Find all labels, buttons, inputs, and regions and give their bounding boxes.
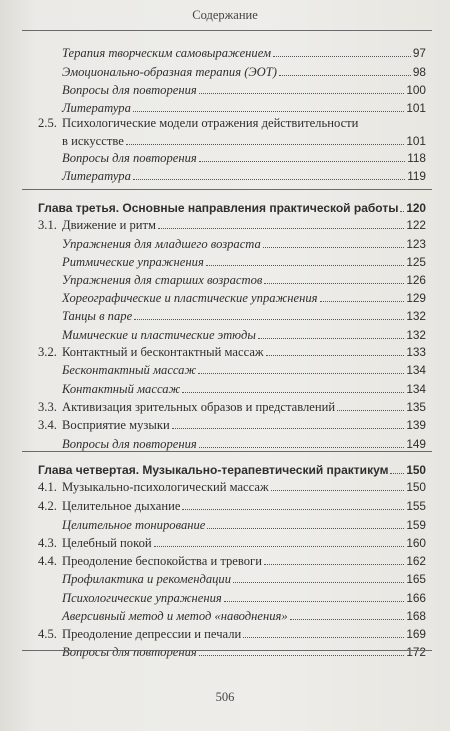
toc-entry-page: 118 — [407, 151, 426, 165]
dot-leader — [224, 590, 405, 602]
toc-entry — [0, 643, 450, 661]
toc-entry-page: 132 — [406, 328, 426, 342]
toc-entry-number: 3.4. — [38, 418, 57, 432]
dot-leader — [126, 133, 405, 145]
toc-entry — [0, 149, 450, 167]
header-rule — [22, 30, 432, 31]
toc-entry-page: 134 — [406, 382, 426, 396]
dot-leader — [172, 417, 405, 429]
dot-leader — [243, 626, 404, 638]
toc-entry-page: 120 — [406, 201, 426, 215]
toc-entry-label: Мимические и пластические этюды — [62, 328, 256, 342]
toc-entry-page: 133 — [406, 345, 426, 359]
toc-entry-page: 150 — [406, 480, 426, 494]
toc-entry — [0, 343, 450, 361]
toc-entry — [0, 216, 450, 234]
dot-leader — [158, 217, 404, 229]
toc-entry — [0, 607, 450, 625]
dot-leader — [271, 479, 405, 491]
toc-entry-label: Бесконтактный массаж — [62, 363, 197, 377]
section-rule — [22, 650, 432, 651]
toc-chapter-heading — [0, 461, 450, 479]
toc-entry-page: 122 — [406, 218, 426, 232]
toc-entry-label: Преодоление беспокойства и тревоги — [62, 554, 262, 568]
toc-entry-label: Контактный и бесконтактный массаж — [62, 345, 264, 359]
toc-entry-label: Ритмические упражнения — [62, 255, 204, 269]
toc-entry-label: Контактный массаж — [62, 382, 181, 396]
toc-entry-label: Танцы в паре — [62, 309, 133, 323]
toc-entry — [0, 63, 450, 81]
dot-leader — [206, 254, 405, 266]
toc-entry-page: 159 — [406, 518, 426, 532]
toc-entry — [0, 81, 450, 99]
dot-leader — [233, 571, 404, 583]
toc-entry-page: 125 — [406, 255, 426, 269]
dot-leader — [264, 272, 404, 284]
section-rule — [22, 451, 432, 452]
toc-entry-page: 98 — [412, 65, 426, 79]
toc-entry — [0, 289, 450, 307]
dot-leader — [182, 498, 404, 510]
dot-leader — [390, 462, 404, 474]
toc-entry-number: 3.3. — [38, 400, 57, 414]
toc-entry — [0, 307, 450, 325]
toc-entry — [0, 416, 450, 434]
toc-entry-label: Упражнения для младшего возраста — [62, 237, 261, 251]
toc-entry-label: Аверсивный метод и метод «наводнения» — [62, 609, 288, 623]
toc-entry — [0, 114, 450, 150]
toc-entry-label: Эмоционально-образная терапия (ЭОТ) — [62, 65, 277, 79]
toc-entry — [0, 478, 450, 496]
page-number: 506 — [215, 690, 235, 704]
toc-entry-page: 162 — [406, 554, 426, 568]
toc-entry-label: Вопросы для повторения — [62, 83, 197, 97]
toc-entry — [0, 326, 450, 344]
toc-entry-page: 126 — [406, 273, 426, 287]
dot-leader — [264, 553, 404, 565]
dot-leader — [207, 517, 404, 529]
dot-leader — [133, 100, 404, 112]
toc-entry-page: 139 — [406, 418, 426, 432]
toc-entry-page: 169 — [406, 627, 426, 641]
toc-entry-label: Преодоление депрессии и печали — [62, 627, 242, 641]
dot-leader — [263, 236, 404, 248]
toc-entry-label: Музыкально-психологический массаж — [62, 480, 269, 494]
toc-entry — [0, 253, 450, 271]
toc-entry-number: 4.3. — [38, 536, 57, 550]
toc-entry-page: 150 — [406, 463, 426, 477]
toc-entry-number: 4.4. — [38, 554, 57, 568]
toc-entry-number: 4.5. — [38, 627, 57, 641]
toc-entry — [0, 589, 450, 607]
toc-entry-label: Вопросы для повторения — [62, 151, 197, 165]
toc-entry-label: Упражнения для старших возрастов — [62, 273, 263, 287]
dot-leader — [258, 327, 404, 339]
toc-entry — [0, 271, 450, 289]
toc-entry-page: 160 — [406, 536, 426, 550]
toc-entry — [0, 398, 450, 416]
toc-entry-page: 97 — [412, 46, 426, 60]
toc-entry — [0, 497, 450, 515]
toc-entry-label: Целебный покой — [62, 536, 152, 550]
toc-entry — [0, 516, 450, 534]
toc-entry-page: 168 — [406, 609, 426, 623]
dot-leader — [266, 344, 405, 356]
toc-entry-label: Профилактика и рекомендации — [62, 572, 232, 586]
toc-entry-number: 4.2. — [38, 499, 57, 513]
toc-entry — [0, 44, 450, 62]
toc-entry — [0, 380, 450, 398]
toc-entry-page: 165 — [406, 572, 426, 586]
toc-entry — [0, 361, 450, 379]
toc-entry — [0, 534, 450, 552]
toc-entry-page: 134 — [406, 363, 426, 377]
dot-leader — [337, 399, 404, 411]
dot-leader — [273, 45, 411, 57]
dot-leader — [279, 64, 411, 76]
toc-entry — [0, 570, 450, 588]
toc-entry-page: 166 — [406, 591, 426, 605]
toc-chapter-heading — [0, 199, 450, 217]
toc-entry-label: Терапия творческим самовыражением — [62, 46, 272, 60]
toc-entry-page: 100 — [406, 83, 426, 97]
dot-leader — [290, 608, 405, 620]
toc-entry-label: в искусстве — [62, 134, 124, 148]
toc-entry-number: 3.2. — [38, 345, 57, 359]
dot-leader — [134, 308, 404, 320]
toc-entry-label: Вопросы для повторения — [62, 645, 197, 659]
toc-entry — [0, 167, 450, 185]
dot-leader — [400, 200, 404, 212]
toc-entry-number: 4.1. — [38, 480, 57, 494]
toc-entry-number: 2.5. — [38, 116, 57, 130]
toc-entry-page: 132 — [406, 309, 426, 323]
toc-entry-page: 172 — [406, 645, 426, 659]
dot-leader — [154, 535, 405, 547]
toc-entry — [0, 625, 450, 643]
dot-leader — [320, 290, 405, 302]
toc-entry-label: Вопросы для повторения — [62, 437, 197, 451]
toc-entry-page: 149 — [406, 437, 426, 451]
toc-entry-page: 119 — [407, 169, 426, 183]
toc-entry-label: Активизация зрительных образов и представлений — [62, 400, 336, 414]
dot-leader — [198, 362, 404, 374]
toc-entry-label-line1: Психологические модели отражения действительности — [62, 116, 359, 130]
toc-entry-page: 129 — [406, 291, 426, 305]
toc-entry-label: Психологические упражнения — [62, 591, 222, 605]
dot-leader — [199, 436, 405, 448]
dot-leader — [199, 82, 405, 94]
toc-entry-page: 155 — [406, 499, 426, 513]
toc-entry-label: Восприятие музыки — [62, 418, 170, 432]
toc-entry-label: Хореографические и пластические упражнения — [62, 291, 318, 305]
toc-entry-page: 101 — [406, 134, 426, 148]
toc-entry-number: 3.1. — [38, 218, 57, 232]
toc-entry-label: Глава третья. Основные направления практической работы — [38, 201, 399, 215]
toc-entry-label: Целительное тонирование — [62, 518, 206, 532]
toc-entry-label: Целительное дыхание — [62, 499, 181, 513]
toc-entry-label: Глава четвертая. Музыкально-терапевтический практикум — [38, 463, 389, 477]
toc-entry-page: 135 — [406, 400, 426, 414]
toc-entry-label: Литература — [62, 169, 131, 183]
running-header: Содержание — [192, 8, 258, 22]
dot-leader — [199, 150, 405, 162]
toc-entry-label: Литература — [62, 101, 131, 115]
toc-entry — [0, 235, 450, 253]
toc-entry-page: 123 — [406, 237, 426, 251]
dot-leader — [133, 168, 405, 180]
toc-entry-label: Движение и ритм — [62, 218, 157, 232]
section-rule — [22, 189, 432, 190]
toc-entry — [0, 552, 450, 570]
dot-leader — [182, 381, 404, 393]
toc-entry-page: 101 — [406, 101, 426, 115]
